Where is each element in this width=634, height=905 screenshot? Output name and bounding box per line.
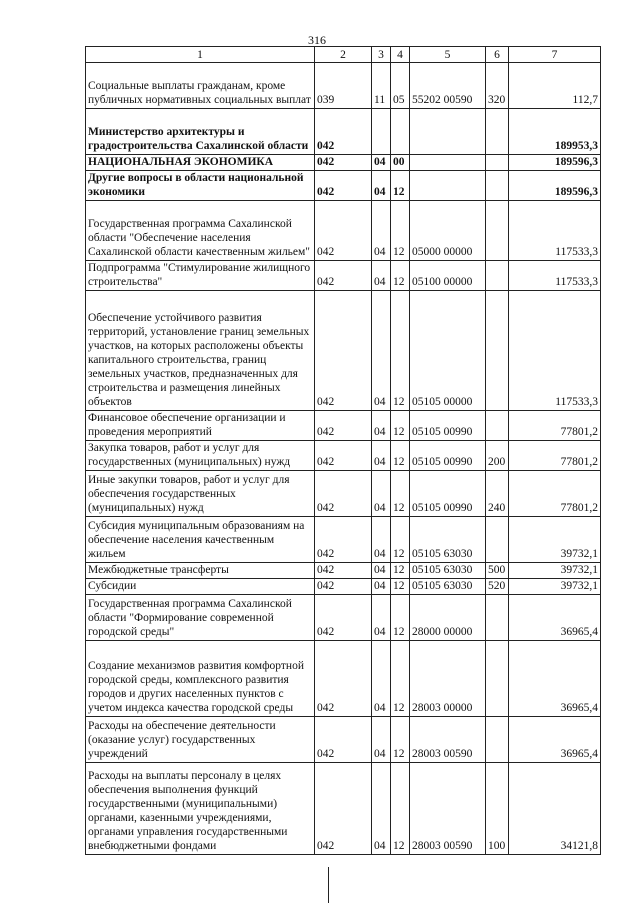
row-csr-cell: 05105 00990 <box>410 471 486 517</box>
row-pr-cell: 12 <box>391 441 410 471</box>
row-sum-cell: 77801,2 <box>509 411 601 441</box>
table-row <box>86 63 601 109</box>
row-vr-cell: 200 <box>486 441 509 471</box>
row-sum-cell: 39732,1 <box>509 517 601 563</box>
row-sum-cell: 189596,3 <box>509 155 601 171</box>
row-rz-cell: 04 <box>372 641 391 717</box>
row-rz-cell: 04 <box>372 471 391 517</box>
row-gr-cell: 042 <box>315 441 372 471</box>
row-gr-cell: 042 <box>315 201 372 261</box>
row-vr-cell <box>486 411 509 441</box>
row-pr-cell: 12 <box>391 563 410 579</box>
row-pr-cell <box>391 109 410 155</box>
row-sum-cell: 189596,3 <box>509 171 601 201</box>
row-pr-cell: 05 <box>391 63 410 109</box>
row-csr-cell: 28000 00000 <box>410 595 486 641</box>
row-gr-cell: 042 <box>315 471 372 517</box>
table-row <box>86 155 601 171</box>
row-pr-cell: 12 <box>391 471 410 517</box>
row-name-cell: Социальные выплаты гражданам, кроме публичных нормативных социальных выплат <box>86 63 315 109</box>
row-name-cell: Подпрограмма "Стимулирование жилищного строительства" <box>86 261 315 291</box>
row-csr-cell <box>410 171 486 201</box>
table-row <box>86 563 601 579</box>
row-gr-cell: 042 <box>315 155 372 171</box>
row-rz-cell: 04 <box>372 291 391 411</box>
row-name-cell: Государственная программа Сахалинской области "Формирование современной городской среды" <box>86 595 315 641</box>
column-header-csr: 5 <box>410 47 486 63</box>
row-pr-cell: 12 <box>391 411 410 441</box>
row-sum-cell: 34121,8 <box>509 763 601 855</box>
row-pr-cell: 12 <box>391 763 410 855</box>
row-name-cell: Закупка товаров, работ и услуг для государственных (муниципальных) нужд <box>86 441 315 471</box>
row-csr-cell: 05105 00990 <box>410 411 486 441</box>
row-gr-cell: 042 <box>315 641 372 717</box>
row-vr-cell <box>486 201 509 261</box>
row-csr-cell: 05000 00000 <box>410 201 486 261</box>
row-sum-cell: 36965,4 <box>509 717 601 763</box>
table-row <box>86 411 601 441</box>
row-name-cell: Обеспечение устойчивого развития территорий, установление границ земельных участков, на которых расположены объекты капитального строительства, границ земельных участков, предназначенных для строительства и размещения линейных объектов <box>86 291 315 411</box>
row-rz-cell: 04 <box>372 717 391 763</box>
row-rz-cell: 11 <box>372 63 391 109</box>
row-vr-cell: 520 <box>486 579 509 595</box>
row-sum-cell: 39732,1 <box>509 579 601 595</box>
row-vr-cell <box>486 291 509 411</box>
row-sum-cell: 77801,2 <box>509 441 601 471</box>
row-name-cell: Создание механизмов развития комфортной городской среды, комплексного развития городов и других населенных пунктов с учетом индекса качества городской среды <box>86 641 315 717</box>
row-sum-cell: 77801,2 <box>509 471 601 517</box>
row-sum-cell: 117533,3 <box>509 261 601 291</box>
table-row <box>86 517 601 563</box>
row-vr-cell <box>486 109 509 155</box>
row-gr-cell: 039 <box>315 63 372 109</box>
table-row <box>86 763 601 855</box>
row-gr-cell: 042 <box>315 291 372 411</box>
row-gr-cell: 042 <box>315 109 372 155</box>
row-name-cell: Государственная программа Сахалинской области "Обеспечение населения Сахалинской области качественным жильем" <box>86 201 315 261</box>
row-csr-cell: 28003 00590 <box>410 763 486 855</box>
row-vr-cell <box>486 261 509 291</box>
row-vr-cell: 240 <box>486 471 509 517</box>
row-csr-cell: 28003 00000 <box>410 641 486 717</box>
row-vr-cell <box>486 171 509 201</box>
row-vr-cell: 100 <box>486 763 509 855</box>
row-vr-cell <box>486 717 509 763</box>
row-rz-cell: 04 <box>372 563 391 579</box>
row-vr-cell <box>486 595 509 641</box>
row-gr-cell: 042 <box>315 763 372 855</box>
table-row <box>86 261 601 291</box>
row-gr-cell: 042 <box>315 411 372 441</box>
row-csr-cell: 05105 63030 <box>410 563 486 579</box>
budget-table <box>85 46 601 855</box>
column-header-rz: 3 <box>372 47 391 63</box>
row-name-cell: НАЦИОНАЛЬНАЯ ЭКОНОМИКА <box>86 155 315 171</box>
column-header-vr: 6 <box>486 47 509 63</box>
table-row <box>86 201 601 261</box>
row-pr-cell: 00 <box>391 155 410 171</box>
row-csr-cell: 05105 00000 <box>410 291 486 411</box>
table-row <box>86 717 601 763</box>
row-vr-cell: 500 <box>486 563 509 579</box>
row-gr-cell: 042 <box>315 595 372 641</box>
row-rz-cell: 04 <box>372 201 391 261</box>
row-rz-cell: 04 <box>372 517 391 563</box>
row-pr-cell: 12 <box>391 595 410 641</box>
column-header-gr: 2 <box>315 47 372 63</box>
row-rz-cell: 04 <box>372 261 391 291</box>
table-row <box>86 109 601 155</box>
row-sum-cell: 189953,3 <box>509 109 601 155</box>
row-rz-cell: 04 <box>372 763 391 855</box>
row-pr-cell: 12 <box>391 517 410 563</box>
row-pr-cell: 12 <box>391 717 410 763</box>
row-name-cell: Финансовое обеспечение организации и проведения мероприятий <box>86 411 315 441</box>
row-sum-cell: 36965,4 <box>509 641 601 717</box>
row-pr-cell: 12 <box>391 579 410 595</box>
row-vr-cell <box>486 641 509 717</box>
row-pr-cell: 12 <box>391 291 410 411</box>
row-name-cell: Субсидия муниципальным образованиям на обеспечение населения качественным жильем <box>86 517 315 563</box>
row-pr-cell: 12 <box>391 201 410 261</box>
table-row <box>86 595 601 641</box>
row-name-cell: Министерство архитектуры и градостроительства Сахалинской области <box>86 109 315 155</box>
row-name-cell: Расходы на обеспечение деятельности (оказание услуг) государственных учреждений <box>86 717 315 763</box>
page-number: 316 <box>308 33 326 47</box>
row-name-cell: Другие вопросы в области национальной экономики <box>86 171 315 201</box>
row-csr-cell: 05105 63030 <box>410 517 486 563</box>
column-header-pr: 4 <box>391 47 410 63</box>
row-name-cell: Субсидии <box>86 579 315 595</box>
row-gr-cell: 042 <box>315 261 372 291</box>
row-sum-cell: 117533,3 <box>509 291 601 411</box>
row-rz-cell <box>372 109 391 155</box>
table-header-row <box>86 47 601 63</box>
table-row <box>86 641 601 717</box>
column-header-name: 1 <box>86 47 315 63</box>
table-row <box>86 171 601 201</box>
row-rz-cell: 04 <box>372 441 391 471</box>
row-rz-cell: 04 <box>372 155 391 171</box>
table-row <box>86 291 601 411</box>
row-csr-cell: 55202 00590 <box>410 63 486 109</box>
row-sum-cell: 112,7 <box>509 63 601 109</box>
row-name-cell: Иные закупки товаров, работ и услуг для обеспечения государственных (муниципальных) нужд <box>86 471 315 517</box>
row-rz-cell: 04 <box>372 411 391 441</box>
row-csr-cell: 05105 00990 <box>410 441 486 471</box>
row-csr-cell: 28003 00590 <box>410 717 486 763</box>
row-rz-cell: 04 <box>372 595 391 641</box>
table-row <box>86 579 601 595</box>
row-name-cell: Расходы на выплаты персоналу в целях обеспечения выполнения функций государственными (муниципальными) органами, казенными учреждениями, органами управления государственными внебюджетными фондами <box>86 763 315 855</box>
row-csr-cell: 05100 00000 <box>410 261 486 291</box>
row-rz-cell: 04 <box>372 171 391 201</box>
row-csr-cell <box>410 109 486 155</box>
row-name-cell: Межбюджетные трансферты <box>86 563 315 579</box>
table-row <box>86 471 601 517</box>
row-csr-cell <box>410 155 486 171</box>
row-gr-cell: 042 <box>315 171 372 201</box>
row-pr-cell: 12 <box>391 641 410 717</box>
row-gr-cell: 042 <box>315 579 372 595</box>
column-header-sum: 7 <box>509 47 601 63</box>
row-vr-cell: 320 <box>486 63 509 109</box>
row-csr-cell: 05105 63030 <box>410 579 486 595</box>
row-sum-cell: 117533,3 <box>509 201 601 261</box>
row-sum-cell: 36965,4 <box>509 595 601 641</box>
row-gr-cell: 042 <box>315 717 372 763</box>
row-pr-cell: 12 <box>391 261 410 291</box>
margin-line <box>328 867 329 903</box>
row-gr-cell: 042 <box>315 517 372 563</box>
row-rz-cell: 04 <box>372 579 391 595</box>
row-vr-cell <box>486 517 509 563</box>
row-pr-cell: 12 <box>391 171 410 201</box>
row-vr-cell <box>486 155 509 171</box>
row-gr-cell: 042 <box>315 563 372 579</box>
table-row <box>86 441 601 471</box>
row-sum-cell: 39732,1 <box>509 563 601 579</box>
